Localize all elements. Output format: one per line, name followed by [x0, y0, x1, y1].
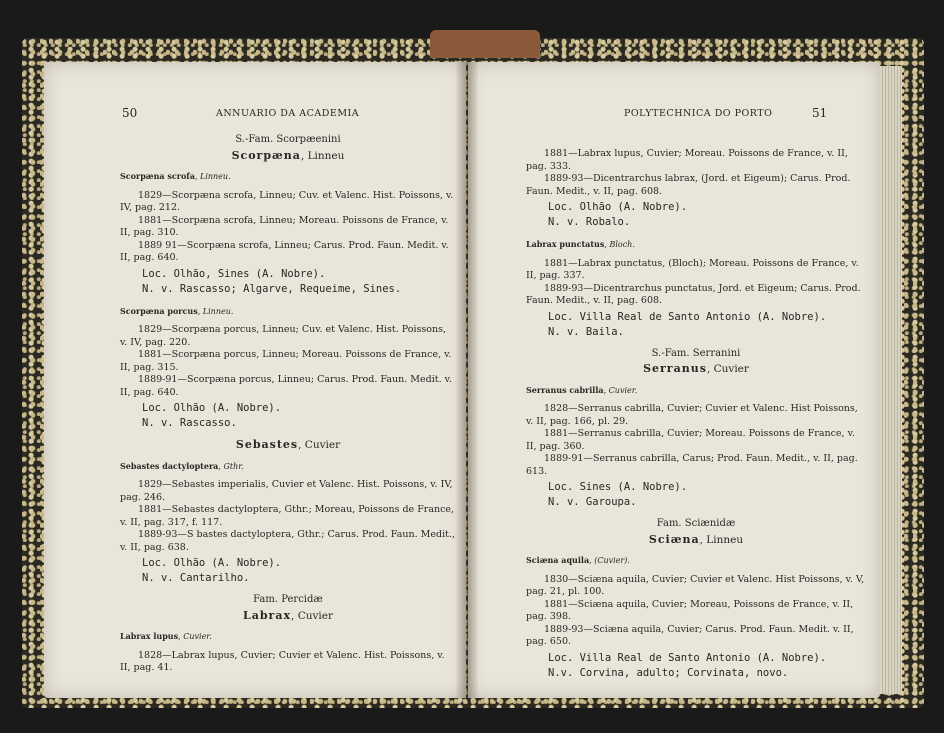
right-page [468, 62, 880, 698]
bibliographic-reference: 1881—Sebastes dactyloptera, Gthr.; Moreau, Poissons de France, v. II, pag. 317, f. 117. [120, 504, 455, 528]
genus-heading: Sebastes, Cuvier [235, 438, 341, 451]
bibliographic-reference: 1828—Serranus cabrilla, Cuvier; Cuvier et Valenc. Hist Poissons, v. II, pag. 166, pl. 29. [526, 403, 858, 427]
genus-name: Serranus [643, 362, 707, 375]
genus-heading: Scorpæna, Linneu [231, 148, 345, 162]
locality-line: Loc. Olhão (A. Nobre). [142, 402, 282, 414]
species-author: , Bloch. [604, 240, 635, 249]
family-heading: S.-Fam. Serranini [651, 347, 741, 359]
species-author: , Cuvier. [178, 632, 212, 641]
bibliographic-reference: 1889-93—Dicentrarchus labrax, (Jord. et Eigeum); Carus. Prod. Faun. Medit., v. II, pag. 608. [526, 173, 851, 197]
bibliographic-reference: 1889-91—Scorpæna porcus, Linneu; Carus. Prod. Faun. Medit. v. II, pag. 640. [120, 374, 452, 398]
genus-heading: Serranus, Cuvier [643, 362, 749, 375]
genus-name: Scorpæna [231, 148, 301, 162]
locality-line: Loc. Villa Real de Santo Antonio (A. Nobre). [548, 310, 827, 323]
species-name: Labrax punctatus [526, 239, 605, 249]
species-author: , Gthr. [218, 461, 244, 471]
species-heading [120, 630, 456, 644]
page-edges [880, 66, 902, 694]
running-head-right: POLYTECHNICA DO PORTO [624, 108, 773, 119]
bibliographic-reference: 1881—Serranus cabrilla, Cuvier; Moreau. Poissons de France, v. II, pag. 360. [526, 428, 855, 452]
vernacular-name-line: N. v. Rascasso. [142, 417, 237, 429]
locality-line: Loc. Olhão (A. Nobre). [142, 557, 282, 569]
bibliographic-reference: 1889 91—Scorpæna scrofa, Linneu; Carus. Prod. Faun. Medit. v. II, pag. 640. [120, 239, 449, 263]
genus-heading: Sciæna, Linneu [648, 532, 744, 546]
species-name: Serranus cabrilla [526, 384, 604, 395]
locality-line: Loc. Olhão, Sines (A. Nobre). [142, 267, 326, 280]
page-number-left: 50 [122, 106, 138, 120]
genus-name: Labrax [242, 608, 292, 622]
species-heading [120, 460, 456, 474]
locality-line: Loc. Villa Real de Santo Antonio (A. Nobre). [548, 651, 827, 664]
bibliographic-reference: 1889-93—Dicentrarchus punctatus, Jord. et Eigeum; Carus. Prod. Faun. Medit., v. II, pag. 608. [526, 282, 861, 306]
bibliographic-reference: 1881—Sciæna aquila, Cuvier; Moreau, Poissons de France, v. II, pag. 398. [526, 598, 854, 622]
species-heading [526, 554, 866, 568]
vernacular-name-line: N. v. Rascasso; Algarve, Requeime, Sines. [142, 282, 402, 295]
bibliographic-reference: 1889-91—Serranus cabrilla, Carus; Prod. Faun. Medit., v. II, pag. 613. [526, 453, 858, 477]
genus-name: Sebastes [235, 438, 299, 451]
bibliographic-reference: 1829—Scorpæna porcus, Linneu; Cuv. et Valenc. Hist. Poissons, v. IV, pag. 220. [120, 324, 447, 348]
vernacular-name-line: N. v. Baila. [548, 325, 624, 338]
genus-name: Sciæna [648, 532, 700, 546]
bibliographic-reference: 1881—Labrax lupus, Cuvier; Moreau. Poissons de France, v. II, pag. 333. [526, 148, 848, 172]
bibliographic-reference: 1829—Sebastes imperialis, Cuvier et Valenc. Hist. Poissons, v. IV, pag. 246. [120, 479, 453, 503]
species-author: , (Cuvier). [589, 556, 630, 565]
species-name: Scorpæna porcus [120, 305, 198, 316]
book-gutter [455, 62, 479, 698]
locality-line: Loc. Sines (A. Nobre). [548, 481, 688, 493]
species-name: Sciæna aquila [526, 555, 590, 565]
bibliographic-reference: 1830—Sciæna aquila, Cuvier; Cuvier et Valenc. Hist Poissons, v. V, pag. 21, pl. 100. [526, 573, 865, 597]
family-heading: Fam. Sciænidæ [656, 518, 736, 529]
bibliographic-reference: 1881—Labrax punctatus, (Bloch); Moreau. Poissons de France, v. II, pag. 337. [526, 257, 859, 281]
species-name: Scorpæna scrofa [120, 171, 195, 181]
species-name: Labrax lupus [120, 631, 179, 641]
running-head-left: ANNUARIO DA ACADEMIA [216, 108, 360, 119]
bibliographic-reference: 1828—Labrax lupus, Cuvier; Cuvier et Valenc. Hist. Poissons, v. II, pag. 41. [120, 649, 445, 673]
bibliographic-reference: 1881—Scorpæna scrofa, Linneu; Moreau. Poissons de France, v. II, pag. 310. [120, 214, 449, 238]
left-text-column [120, 132, 456, 675]
vernacular-name-line: N.v. Corvina, adulto; Corvinata, novo. [548, 666, 789, 679]
bibliographic-reference: 1829—Scorpæna scrofa, Linneu; Cuv. et Valenc. Hist. Poissons, v. IV, pag. 212. [120, 189, 454, 213]
vernacular-name-line: N. v. Robalo. [548, 216, 631, 228]
right-text-column [526, 148, 866, 689]
vernacular-name-line: N. v. Garoupa. [548, 496, 637, 508]
species-heading [120, 305, 456, 319]
species-name: Sebastes dactyloptera [120, 460, 219, 471]
species-heading [526, 238, 866, 252]
species-heading [526, 384, 866, 398]
species-heading [120, 170, 456, 184]
book-spine [430, 30, 540, 58]
species-author: , Linneu. [197, 306, 234, 316]
species-author: , Linneu. [194, 172, 231, 181]
page-number-right: 51 [812, 106, 828, 120]
species-author: , Cuvier. [603, 385, 638, 395]
bibliographic-reference: 1889-93—S bastes dactyloptera, Gthr.; Carus. Prod. Faun. Medit., v. II, pag. 638. [120, 529, 455, 553]
family-heading: Fam. Percidæ [253, 594, 323, 605]
family-heading: S.-Fam. Scorpæenini [235, 134, 341, 145]
vernacular-name-line: N. v. Cantarilho. [142, 572, 250, 584]
bibliographic-reference: 1889-93—Sciæna aquila, Cuvier; Carus. Prod. Faun. Medit. v. II, pag. 650. [526, 623, 854, 647]
locality-line: Loc. Olhão (A. Nobre). [548, 201, 688, 213]
left-page [44, 62, 466, 698]
bibliographic-reference: 1881—Scorpæna porcus, Linneu; Moreau. Poissons de France, v. II, pag. 315. [120, 349, 452, 373]
genus-heading: Labrax, Cuvier [242, 608, 334, 622]
